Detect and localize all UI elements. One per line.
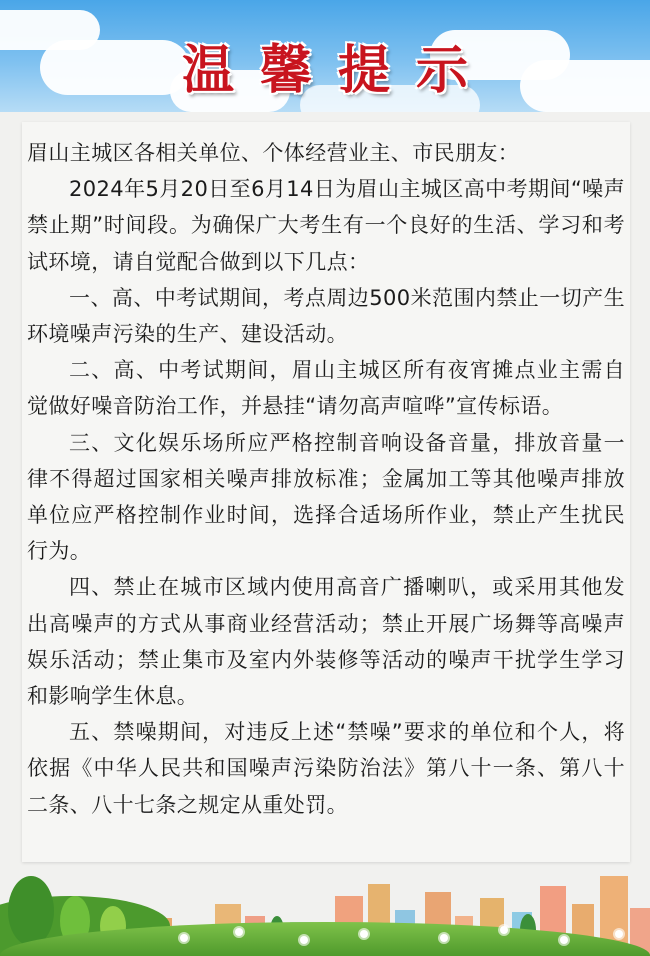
intro-paragraph: 2024年5月20日至6月14日为眉山主城区高中考期间“噪声禁止期”时间段。为确保广大考生有一个良好的生活、学习和考试环境，请自觉配合做到以下几点： — [27, 177, 625, 274]
notice-item: 四、禁止在城市区域内使用高音广播喇叭，或采用其他发出高噪声的方式从事商业经营活动；禁止开展广场舞等高噪声娱乐活动；禁止集市及室内外装修等活动的噪声干扰学生学习和影响学生休息。 — [27, 575, 625, 709]
flower-decoration — [360, 930, 368, 938]
notice-body — [27, 135, 625, 823]
notice-item: 三、文化娱乐场所应严格控制音响设备音量，排放音量一律不得超过国家相关噪声排放标准；金属加工等其他噪声排放单位应严格控制作业时间，选择合适场所作业，禁止产生扰民行为。 — [27, 430, 625, 564]
flower-decoration — [235, 928, 243, 936]
flower-decoration — [615, 930, 623, 938]
flower-decoration — [440, 934, 448, 942]
notice-item: 一、高、中考试期间，考点周边500米范围内禁止一切产生环境噪声污染的生产、建设活动。 — [27, 285, 625, 347]
city-scene-decoration — [0, 860, 650, 956]
page-title: 温馨提示 — [181, 40, 494, 101]
notice-item: 五、禁噪期间，对违反上述“禁噪”要求的单位和个人，将依据《中华人民共和国噪声污染防治法》第八十一条、第八十二条、八十七条之规定从重处罚。 — [27, 720, 625, 817]
tree-decoration — [8, 876, 54, 946]
notice-item: 二、高、中考试期间，眉山主城区所有夜宵摊点业主需自觉做好噪音防治工作，并悬挂“请勿高声喧哗”宣传标语。 — [27, 358, 625, 419]
flower-decoration — [180, 934, 188, 942]
salutation: 眉山主城区各相关单位、个体经营业主、市民朋友： — [27, 141, 520, 165]
flower-decoration — [300, 936, 308, 944]
flower-decoration — [560, 936, 568, 944]
flower-decoration — [500, 926, 508, 934]
